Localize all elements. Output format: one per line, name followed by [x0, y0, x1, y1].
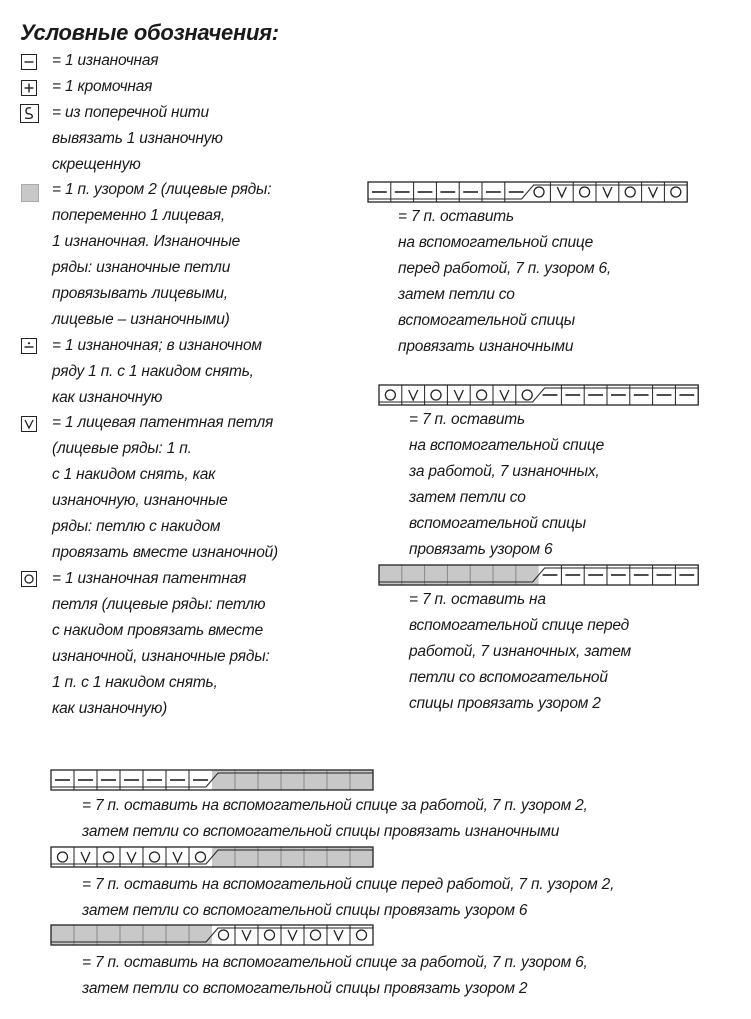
gray-square-icon	[21, 184, 39, 202]
circle-mark	[311, 930, 321, 940]
cable-chart-4	[50, 769, 378, 791]
legend-text-pattern2: = 1 п. узором 2 (лицевые ряды: попеременно 1 лицевая, 1 изнаночная. Изнаночные ряды: изнаночные петли провязывать лицевыми, лицевые – изнаночными)	[52, 181, 272, 328]
circle-mark	[58, 852, 68, 862]
cable-chart-1	[367, 181, 692, 203]
legend-text-purl-patent: = 1 изнаночная патентная петля (лицевые ряды: петлю с накидом провязать вместе изнаночной, изнаночные ряды: 1 п. с 1 накидом снять, как изнаночную)	[52, 570, 270, 717]
circle-icon	[21, 571, 37, 587]
legend-title: Условные обозначения:	[20, 20, 279, 45]
circle-mark	[522, 390, 532, 400]
cable-text-2: = 7 п. оставить на вспомогательной спице за работой, 7 изнаночных, затем петли со вспомогательной спицы провязать узором 6	[409, 411, 605, 558]
dotted-dash-icon	[21, 338, 37, 354]
cable-text-4: = 7 п. оставить на вспомогательной спице за работой, 7 п. узором 2, затем петли со вспомогательной спицы провязать изнаночными	[82, 797, 588, 840]
legend-text-knit-patent: = 1 лицевая патентная петля (лицевые ряды: 1 п. с 1 накидом снять, как изнаночную, изнаночные ряды: петлю с накидом провязать вместе изнаночной)	[52, 414, 279, 561]
v-mark	[127, 852, 136, 862]
cable-chart-3	[378, 564, 703, 586]
cable-text-1: = 7 п. оставить на вспомогательной спице перед работой, 7 п. узором 6, затем петли со вспомогательной спицы провязать изнаночными	[398, 208, 612, 355]
circle-mark	[219, 930, 229, 940]
v-mark	[409, 390, 418, 400]
twisted-loop-icon	[20, 104, 39, 123]
cable-text-6: = 7 п. оставить на вспомогательной спице за работой, 7 п. узором 6, затем петли со вспомогательной спицы провязать узором 2	[82, 954, 588, 997]
circle-mark	[625, 187, 635, 197]
legend-text-dotted: = 1 изнаночная; в изнаночном ряду 1 п. с 1 накидом снять, как изнаночную	[52, 337, 262, 406]
v-mark	[81, 852, 90, 862]
legend-text-purl: = 1 изнаночная	[52, 52, 159, 69]
v-icon	[21, 416, 37, 432]
v-mark	[649, 187, 658, 197]
cable-text-3: = 7 п. оставить на вспомогательной спице перед работой, 7 изнаночных, затем петли со вспомогательной спицы провязать узором 2	[409, 591, 631, 712]
circle-mark	[265, 930, 275, 940]
circle-mark	[671, 187, 681, 197]
cable-cross-line	[368, 185, 687, 199]
circle-mark	[477, 390, 487, 400]
legend-text-twisted: = из поперечной нити вывязать 1 изнаночную скрещенную	[52, 104, 223, 173]
v-mark	[242, 930, 251, 940]
v-mark	[500, 390, 509, 400]
circle-mark	[580, 187, 590, 197]
cable-text-5: = 7 п. оставить на вспомогательной спице перед работой, 7 п. узором 2, затем петли со вспомогательной спицы провязать узором 6	[82, 876, 615, 919]
v-mark	[288, 930, 297, 940]
v-mark	[454, 390, 463, 400]
v-mark	[334, 930, 343, 940]
legend-text-edge: = 1 кромочная	[52, 78, 153, 95]
v-mark	[557, 187, 566, 197]
circle-mark	[196, 852, 206, 862]
circle-mark	[150, 852, 160, 862]
circle-mark	[534, 187, 544, 197]
v-mark	[603, 187, 612, 197]
plus-icon	[21, 80, 37, 96]
cable-chart-5	[50, 846, 378, 868]
circle-mark	[431, 390, 441, 400]
cable-chart-2	[378, 384, 703, 406]
circle-mark	[357, 930, 367, 940]
v-mark	[173, 852, 182, 862]
circle-mark	[104, 852, 114, 862]
circle-mark	[385, 390, 395, 400]
dash-icon	[21, 54, 37, 70]
cable-cross-line	[379, 388, 698, 402]
cable-chart-6	[50, 924, 378, 946]
